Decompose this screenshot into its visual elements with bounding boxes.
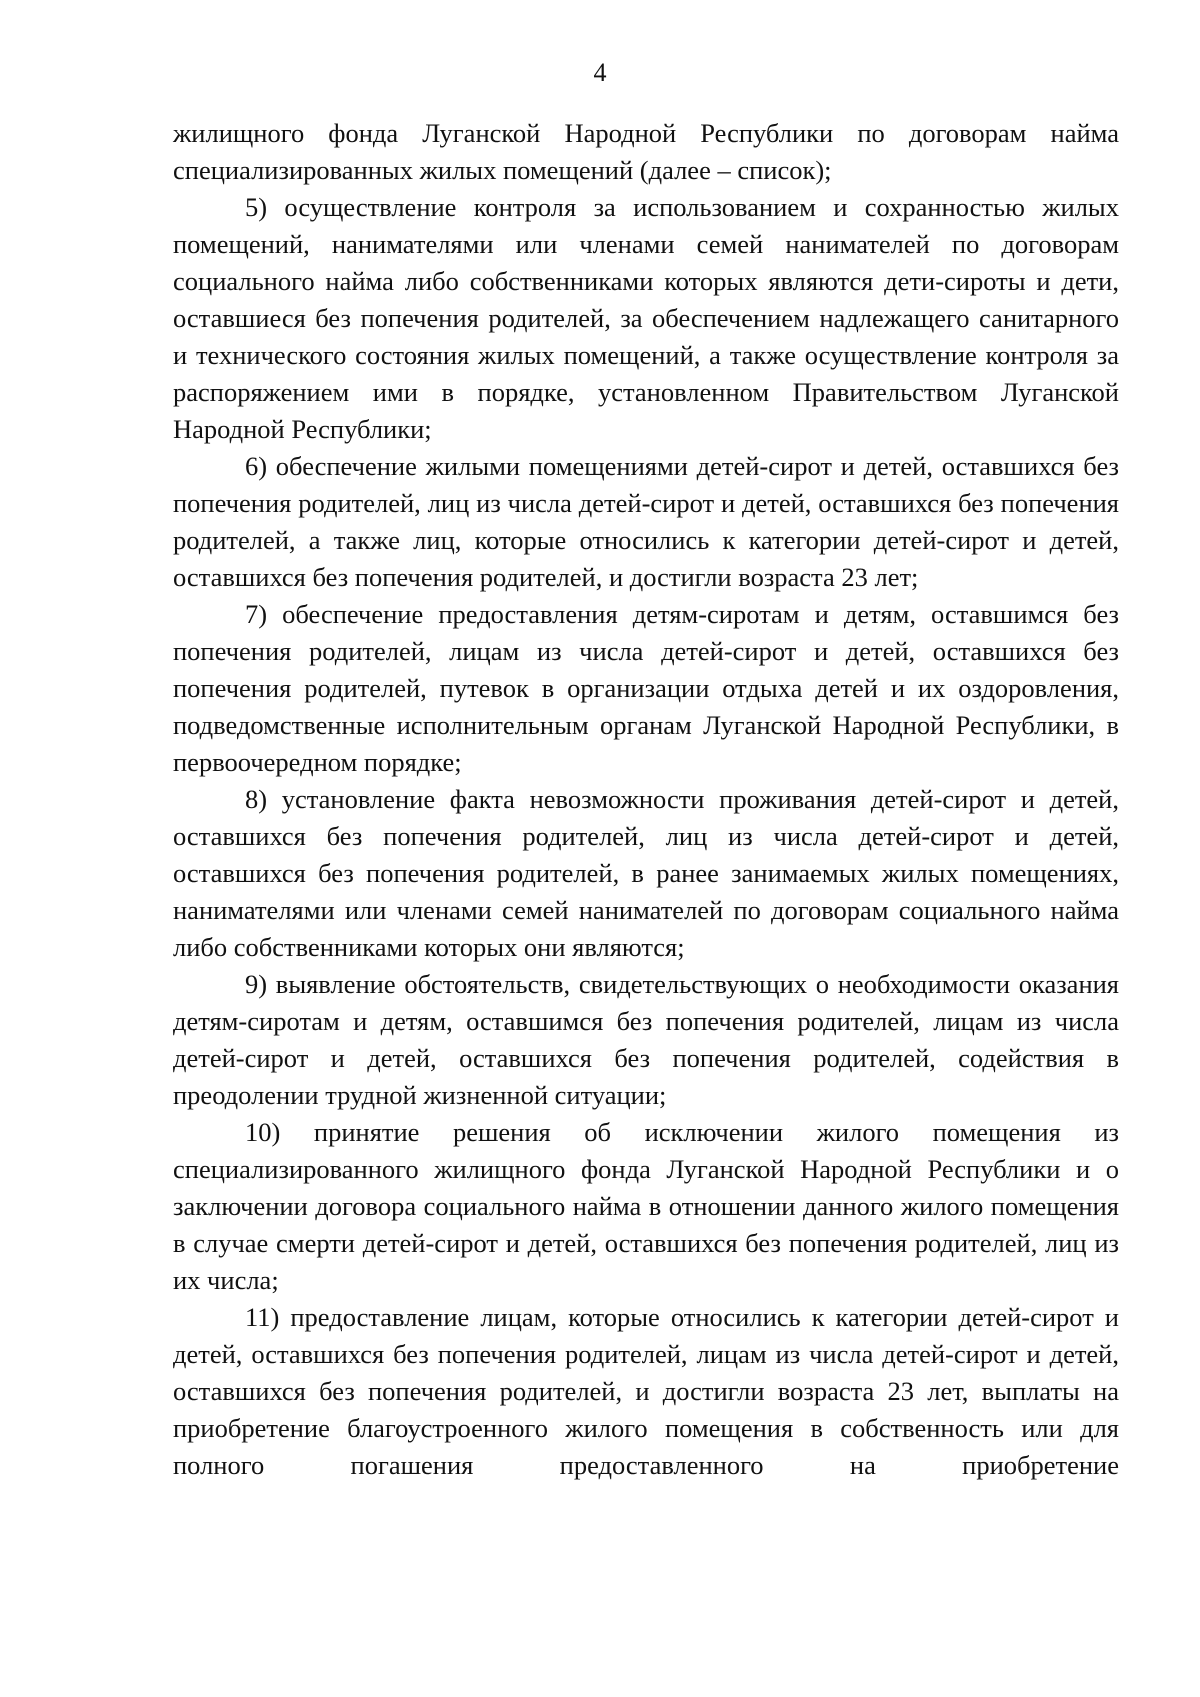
paragraph-item-10: 10) принятие решения об исключении жилого помещения из специализированного жилищного фонда Луганской Народной Республики и о заключении договора социального найма в отношении данного жилого помещения в случае смерти детей-сирот и детей, оставшихся без попечения родителей, лиц из их числа; bbox=[173, 1117, 1119, 1295]
document-body bbox=[173, 115, 1119, 1484]
paragraph-item-11: 11) предоставление лицам, которые относились к категории детей-сирот и детей, оставшихся без попечения родителей, лицам из числа детей-сирот и детей, оставшихся без попечения родителей, и достигли возраста 23 лет, выплаты на приобретение благоустроенного жилого помещения в собственность или для полного погашения предоставленного на приобретение bbox=[173, 1302, 1119, 1480]
paragraph-item-9: 9) выявление обстоятельств, свидетельствующих о необходимости оказания детям-сиротам и детям, оставшимся без попечения родителей, лицам из числа детей-сирот и детей, оставшихся без попечения родителей, содействия в преодолении трудной жизненной ситуации; bbox=[173, 969, 1119, 1110]
paragraph-item-8: 8) установление факта невозможности проживания детей-сирот и детей, оставшихся без попечения родителей, лиц из числа детей-сирот и детей, оставшихся без попечения родителей, в ранее занимаемых жилых помещениях, нанимателями или членами семей нанимателей по договорам социального найма либо собственниками которых они являются; bbox=[173, 784, 1119, 962]
paragraph-item-5: 5) осуществление контроля за использованием и сохранностью жилых помещений, нанимателями или членами семей нанимателей по договорам социального найма либо собственниками которых являются дети-сироты и дети, оставшиеся без попечения родителей, за обеспечением надлежащего санитарного и технического состояния жилых помещений, а также осуществление контроля за распоряжением ими в порядке, установленном Правительством Луганской Народной Республики; bbox=[173, 192, 1119, 444]
page-number: 4 bbox=[593, 58, 607, 87]
paragraph-item-6: 6) обеспечение жилыми помещениями детей-сирот и детей, оставшихся без попечения родителей, лиц из числа детей-сирот и детей, оставшихся без попечения родителей, а также лиц, которые относились к категории детей-сирот и детей, оставшихся без попечения родителей, и достигли возраста 23 лет; bbox=[173, 451, 1119, 592]
paragraph-continuation: жилищного фонда Луганской Народной Республики по договорам найма специализированных жилых помещений (далее – список); bbox=[173, 118, 1119, 185]
paragraph-item-7: 7) обеспечение предоставления детям-сиротам и детям, оставшимся без попечения родителей, лицам из числа детей-сирот и детей, оставшихся без попечения родителей, путевок в организации отдыха детей и их оздоровления, подведомственные исполнительным органам Луганской Народной Республики, в первоочередном порядке; bbox=[173, 599, 1119, 777]
